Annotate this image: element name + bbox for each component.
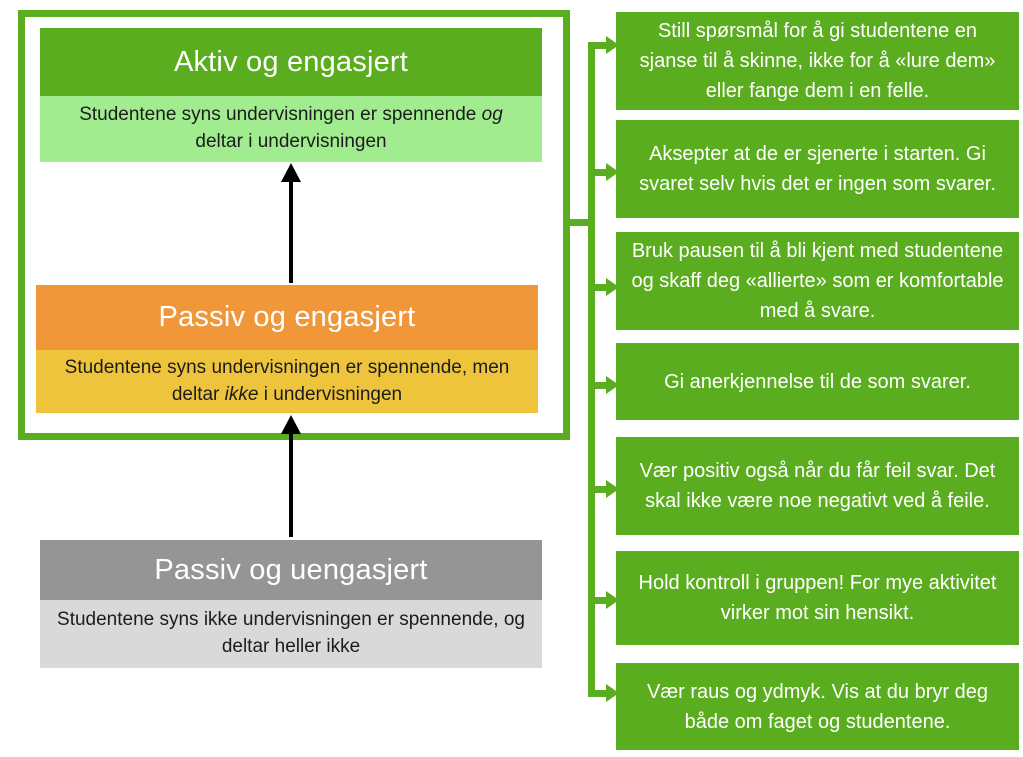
- level-aktiv-description: Studentene syns undervisningen er spennende og deltar i undervisningen: [79, 104, 503, 152]
- up-arrow-top-shaft: [289, 181, 293, 283]
- tip-arrow-1-bar: [595, 42, 606, 49]
- tip-arrow-3-bar: [595, 284, 606, 291]
- connector-trunk: [588, 42, 595, 697]
- tip-arrow-4-bar: [595, 382, 606, 389]
- tip-box-1: [616, 12, 1019, 110]
- level-passiv-uengasjert-header: [40, 540, 542, 600]
- tip-box-7: [616, 663, 1019, 750]
- level-passiv-uengasjert-body: [40, 600, 542, 668]
- level-passiv-uengasjert-description: Studentene syns ikke undervisningen er spennende, og deltar heller ikke: [57, 609, 525, 657]
- tip-box-2: [616, 120, 1019, 218]
- level-passiv-engasjert-body: [36, 350, 538, 413]
- tip-arrow-7-bar: [595, 690, 606, 697]
- level-passiv-engasjert-header: [36, 285, 538, 350]
- up-arrow-bottom-head-icon: [281, 415, 301, 434]
- tip-arrow-6-bar: [595, 597, 606, 604]
- up-arrow-top-head-icon: [281, 163, 301, 182]
- level-passiv-engasjert-title: Passiv og engasjert: [158, 301, 416, 333]
- level-aktiv-body: [40, 96, 542, 162]
- tip-text-4: Gi anerkjennelse til de som svarer.: [664, 370, 971, 393]
- tip-box-3: [616, 232, 1019, 330]
- tip-text-7: Vær raus og ydmyk. Vis at du bryr deg både om faget og studentene.: [647, 680, 988, 733]
- tip-text-2: Aksepter at de er sjenerte i starten. Gi svaret selv hvis det er ingen som svarer.: [639, 143, 996, 195]
- tip-text-1: Still spørsmål for å gi studentene en sjanse til å skinne, ikke for å «lure dem» eller fange dem i en felle.: [639, 20, 996, 102]
- tip-box-4: [616, 343, 1019, 420]
- tip-text-5: Vær positiv også når du får feil svar. Det skal ikke være noe negativt ved å feile.: [639, 460, 996, 512]
- level-aktiv-header: [40, 28, 542, 96]
- tip-text-3: Bruk pausen til å bli kjent med studentene og skaff deg «allierte» som er komfortable med å svare.: [631, 240, 1004, 322]
- tip-arrow-2-bar: [595, 169, 606, 176]
- tip-arrow-5-bar: [595, 486, 606, 493]
- level-passiv-uengasjert-title: Passiv og uengasjert: [154, 553, 428, 586]
- tip-text-6: Hold kontroll i gruppen! For mye aktivitet virker mot sin hensikt.: [638, 572, 997, 624]
- up-arrow-bottom-shaft: [289, 433, 293, 537]
- tip-box-6: [616, 551, 1019, 645]
- tip-box-5: [616, 437, 1019, 535]
- connector-stub: [563, 219, 590, 226]
- level-passiv-engasjert-description: Studentene syns undervisningen er spennende, men deltar ikke i undervisningen: [64, 356, 510, 405]
- level-aktiv-title: Aktiv og engasjert: [173, 45, 409, 78]
